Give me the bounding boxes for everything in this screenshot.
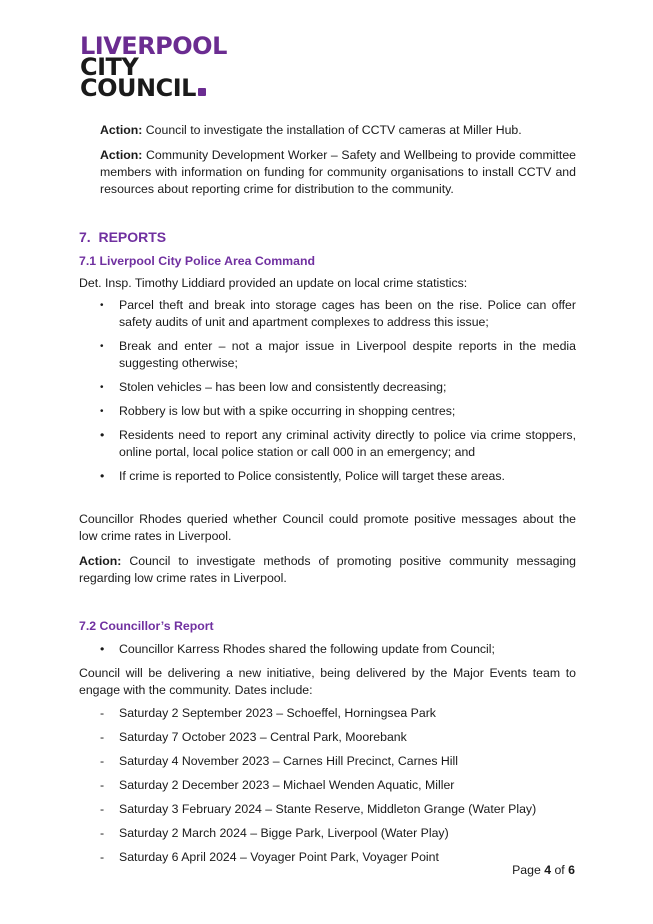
councillor-query: Councillor Rhodes queried whether Council could promote positive messages about the low crime rates in Liverpool. <box>79 512 576 543</box>
list-item: - Saturday 6 April 2024 – Voyager Point Park, Voyager Point <box>100 850 439 864</box>
page-number: Page 4 of 6 <box>512 863 575 877</box>
dash-icon: - <box>100 754 105 768</box>
dash-icon: - <box>100 778 105 792</box>
dash-icon: - <box>100 826 105 840</box>
bullet-icon: • <box>100 382 104 393</box>
list-item: • If crime is reported to Police consistently, Police will target these areas. <box>100 469 505 483</box>
crime-stats-list <box>79 297 576 485</box>
bullet-icon: • <box>100 300 104 311</box>
action-funding-info: Action: Community Development Worker – Safety and Wellbeing to provide committee members with information on funding for community organisations to install CCTV and resources about reporting crime for distribution to the community. <box>100 148 576 196</box>
list-item: - Saturday 3 February 2024 – Stante Reserve, Middleton Grange (Water Play) <box>100 802 537 816</box>
bullet-icon: • <box>100 469 105 483</box>
list-item: • Robbery is low but with a spike occurring in shopping centres; <box>100 404 456 418</box>
logo-line-1: LIVERPOOL <box>80 32 227 60</box>
dash-icon: - <box>100 850 105 864</box>
list-item: - Saturday 2 September 2023 – Schoeffel, Horningsea Park <box>100 706 436 720</box>
list-item: • Residents need to report any criminal activity directly to police via crime stoppers, online portal, local police station or call 000 in an emergency; and <box>100 428 576 459</box>
list-item: - Saturday 2 March 2024 – Bigge Park, Liverpool (Water Play) <box>100 826 449 840</box>
council-logo <box>80 32 227 102</box>
logo-square-icon <box>198 88 206 96</box>
bullet-icon: • <box>100 642 105 656</box>
action-cctv-miller: Action: Council to investigate the installation of CCTV cameras at Miller Hub. <box>100 123 522 137</box>
dash-icon: - <box>100 730 105 744</box>
list-item: - Saturday 2 December 2023 – Michael Wenden Aquatic, Miller <box>100 778 455 792</box>
dash-icon: - <box>100 706 105 720</box>
list-item: • Parcel theft and break into storage cages has been on the rise. Police can offer safety audits of unit and apartment complexes to address this issue; <box>100 298 576 329</box>
list-item: • Councillor Karress Rhodes shared the following update from Council; <box>100 642 495 656</box>
councillor-report-list <box>79 641 576 658</box>
list-item: • Stolen vehicles – has been low and consistently decreasing; <box>100 380 447 394</box>
section-7-1-heading: 7.1 Liverpool City Police Area Command <box>79 254 315 268</box>
initiative-intro: Council will be delivering a new initiative, being delivered by the Major Events team to engage with the community. Dates include: <box>79 666 576 697</box>
section-7-2-heading: 7.2 Councillor’s Report <box>79 619 214 633</box>
logo-line-3: COUNCIL <box>80 78 227 99</box>
list-item: • Break and enter – not a major issue in Liverpool despite reports in the media suggesting otherwise; <box>100 339 576 370</box>
logo-line-2: CITY <box>80 53 139 81</box>
section-7-heading: 7. REPORTS <box>79 229 167 245</box>
list-item: - Saturday 4 November 2023 – Carnes Hill Precinct, Carnes Hill <box>100 754 458 768</box>
bullet-icon: • <box>100 406 104 417</box>
dash-icon: - <box>100 802 105 816</box>
document-body <box>79 122 576 873</box>
list-item: - Saturday 7 October 2023 – Central Park, Moorebank <box>100 730 407 744</box>
event-dates-list <box>79 705 576 866</box>
section-7-1-intro: Det. Insp. Timothy Liddiard provided an update on local crime statistics: <box>79 276 468 290</box>
action-positive-messaging: Action: Council to investigate methods of promoting positive community messaging regarding low crime rates in Liverpool. <box>79 554 576 585</box>
bullet-icon: • <box>100 341 104 352</box>
bullet-icon: • <box>100 428 105 442</box>
